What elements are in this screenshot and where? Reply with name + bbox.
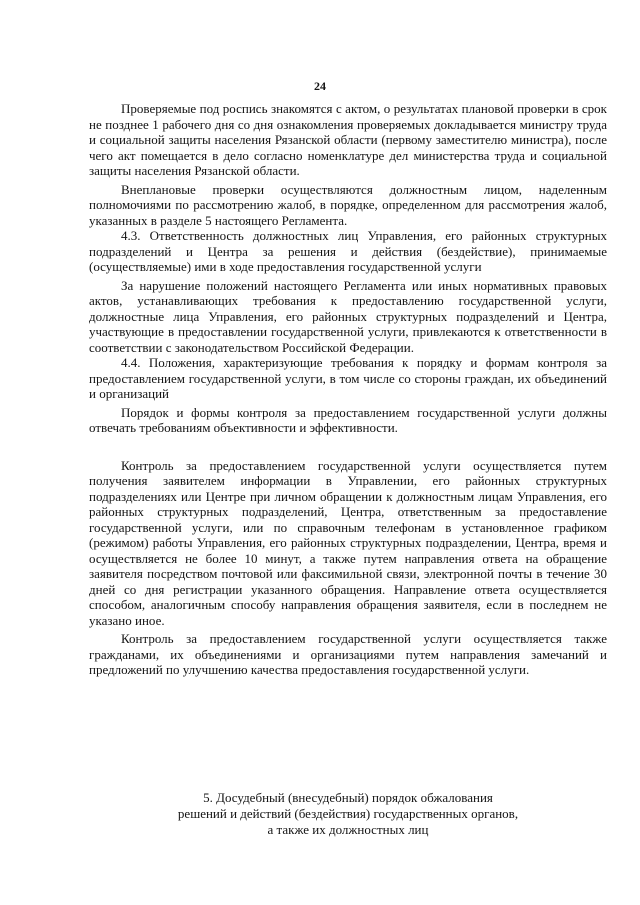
document-body <box>89 101 607 678</box>
paragraph-citizen-control: Контроль за предоставлением государственной услуги осуществляется также гражданами, их объединениями и организациями путем направления замечаний и предложений по улучшению качества предоставления государственной услуги. <box>89 631 607 677</box>
paragraph-control-methods: Контроль за предоставлением государственной услуги осуществляется путем получения заявителем информации в Управлении, его районных структурных подразделениях или Центре при личном обращении к должностным лицам Управления, его районных структурных подразделений, Центра, ответственным за предоставление государственной услуги, или по справочным телефонам в установленное графиком (режимом) работы Управления, его районных структурных подразделении, Центра, время и осуществляется не более 10 минут, а также путем направления ответа на обращение заявителя посредством почтовой или факсимильной связи, электронной почты в течение 30 дней со дня регистрации указанного обращения. Направление ответа осуществляется способом, аналогичным способу направления обращения заявителя, если в последнем не указано иное. <box>89 457 607 628</box>
paragraph-unscheduled-inspections: Внеплановые проверки осуществляются должностным лицом, наделенным полномочиями по рассмотрению жалоб, в порядке, определенном для рассмотрения жалоб, указанных в разделе 5 настоящего Регламента. <box>89 181 607 228</box>
page-number: 24 <box>314 79 326 93</box>
section-5-heading-line: а также их должностных лиц <box>267 822 429 837</box>
section-5-heading <box>89 790 607 838</box>
paragraph-control-forms: Порядок и формы контроля за предоставлением государственной услуги должны отвечать требованиям объективности и эффективности. <box>89 404 607 435</box>
section-4-4-title: 4.4. Положения, характеризующие требования к порядку и формам контроля за предоставлением государственной услуги, в том числе со стороны граждан, их объединений и организаций <box>89 355 607 401</box>
section-5-heading-line: решений и действий (бездействия) государственных органов, <box>177 806 519 821</box>
paragraph-responsibility: За нарушение положений настоящего Регламента или иных нормативных правовых актов, устанавливающих требования к предоставлению государственной услуги, должностные лица Управления, его районных структурных подразделений и Центра, участвующие в предоставлении государственной услуги, привлекаются к ответственности в соответствии с законодательством Российской Федерации. <box>89 277 607 355</box>
paragraph-inspection-act: Проверяемые под роспись знакомятся с актом, о результатах плановой проверки в срок не позднее 1 рабочего дня со дня ознакомления проверяемых докладывается министру труда и социальной защиты населения Рязанской области (первому заместителю министра), после чего акт помещается в дело согласно номенклатуре дел министерства труда и социальной защиты населения Рязанской области. <box>89 101 607 178</box>
section-4-3-title: 4.3. Ответственность должностных лиц Управления, его районных структурных подразделений и Центра за решения и действия (бездействие), принимаемые (осуществляемые) ими в ходе предоставления государственной услуги <box>89 228 607 274</box>
section-5-heading-line: 5. Досудебный (внесудебный) порядок обжалования <box>203 790 493 805</box>
